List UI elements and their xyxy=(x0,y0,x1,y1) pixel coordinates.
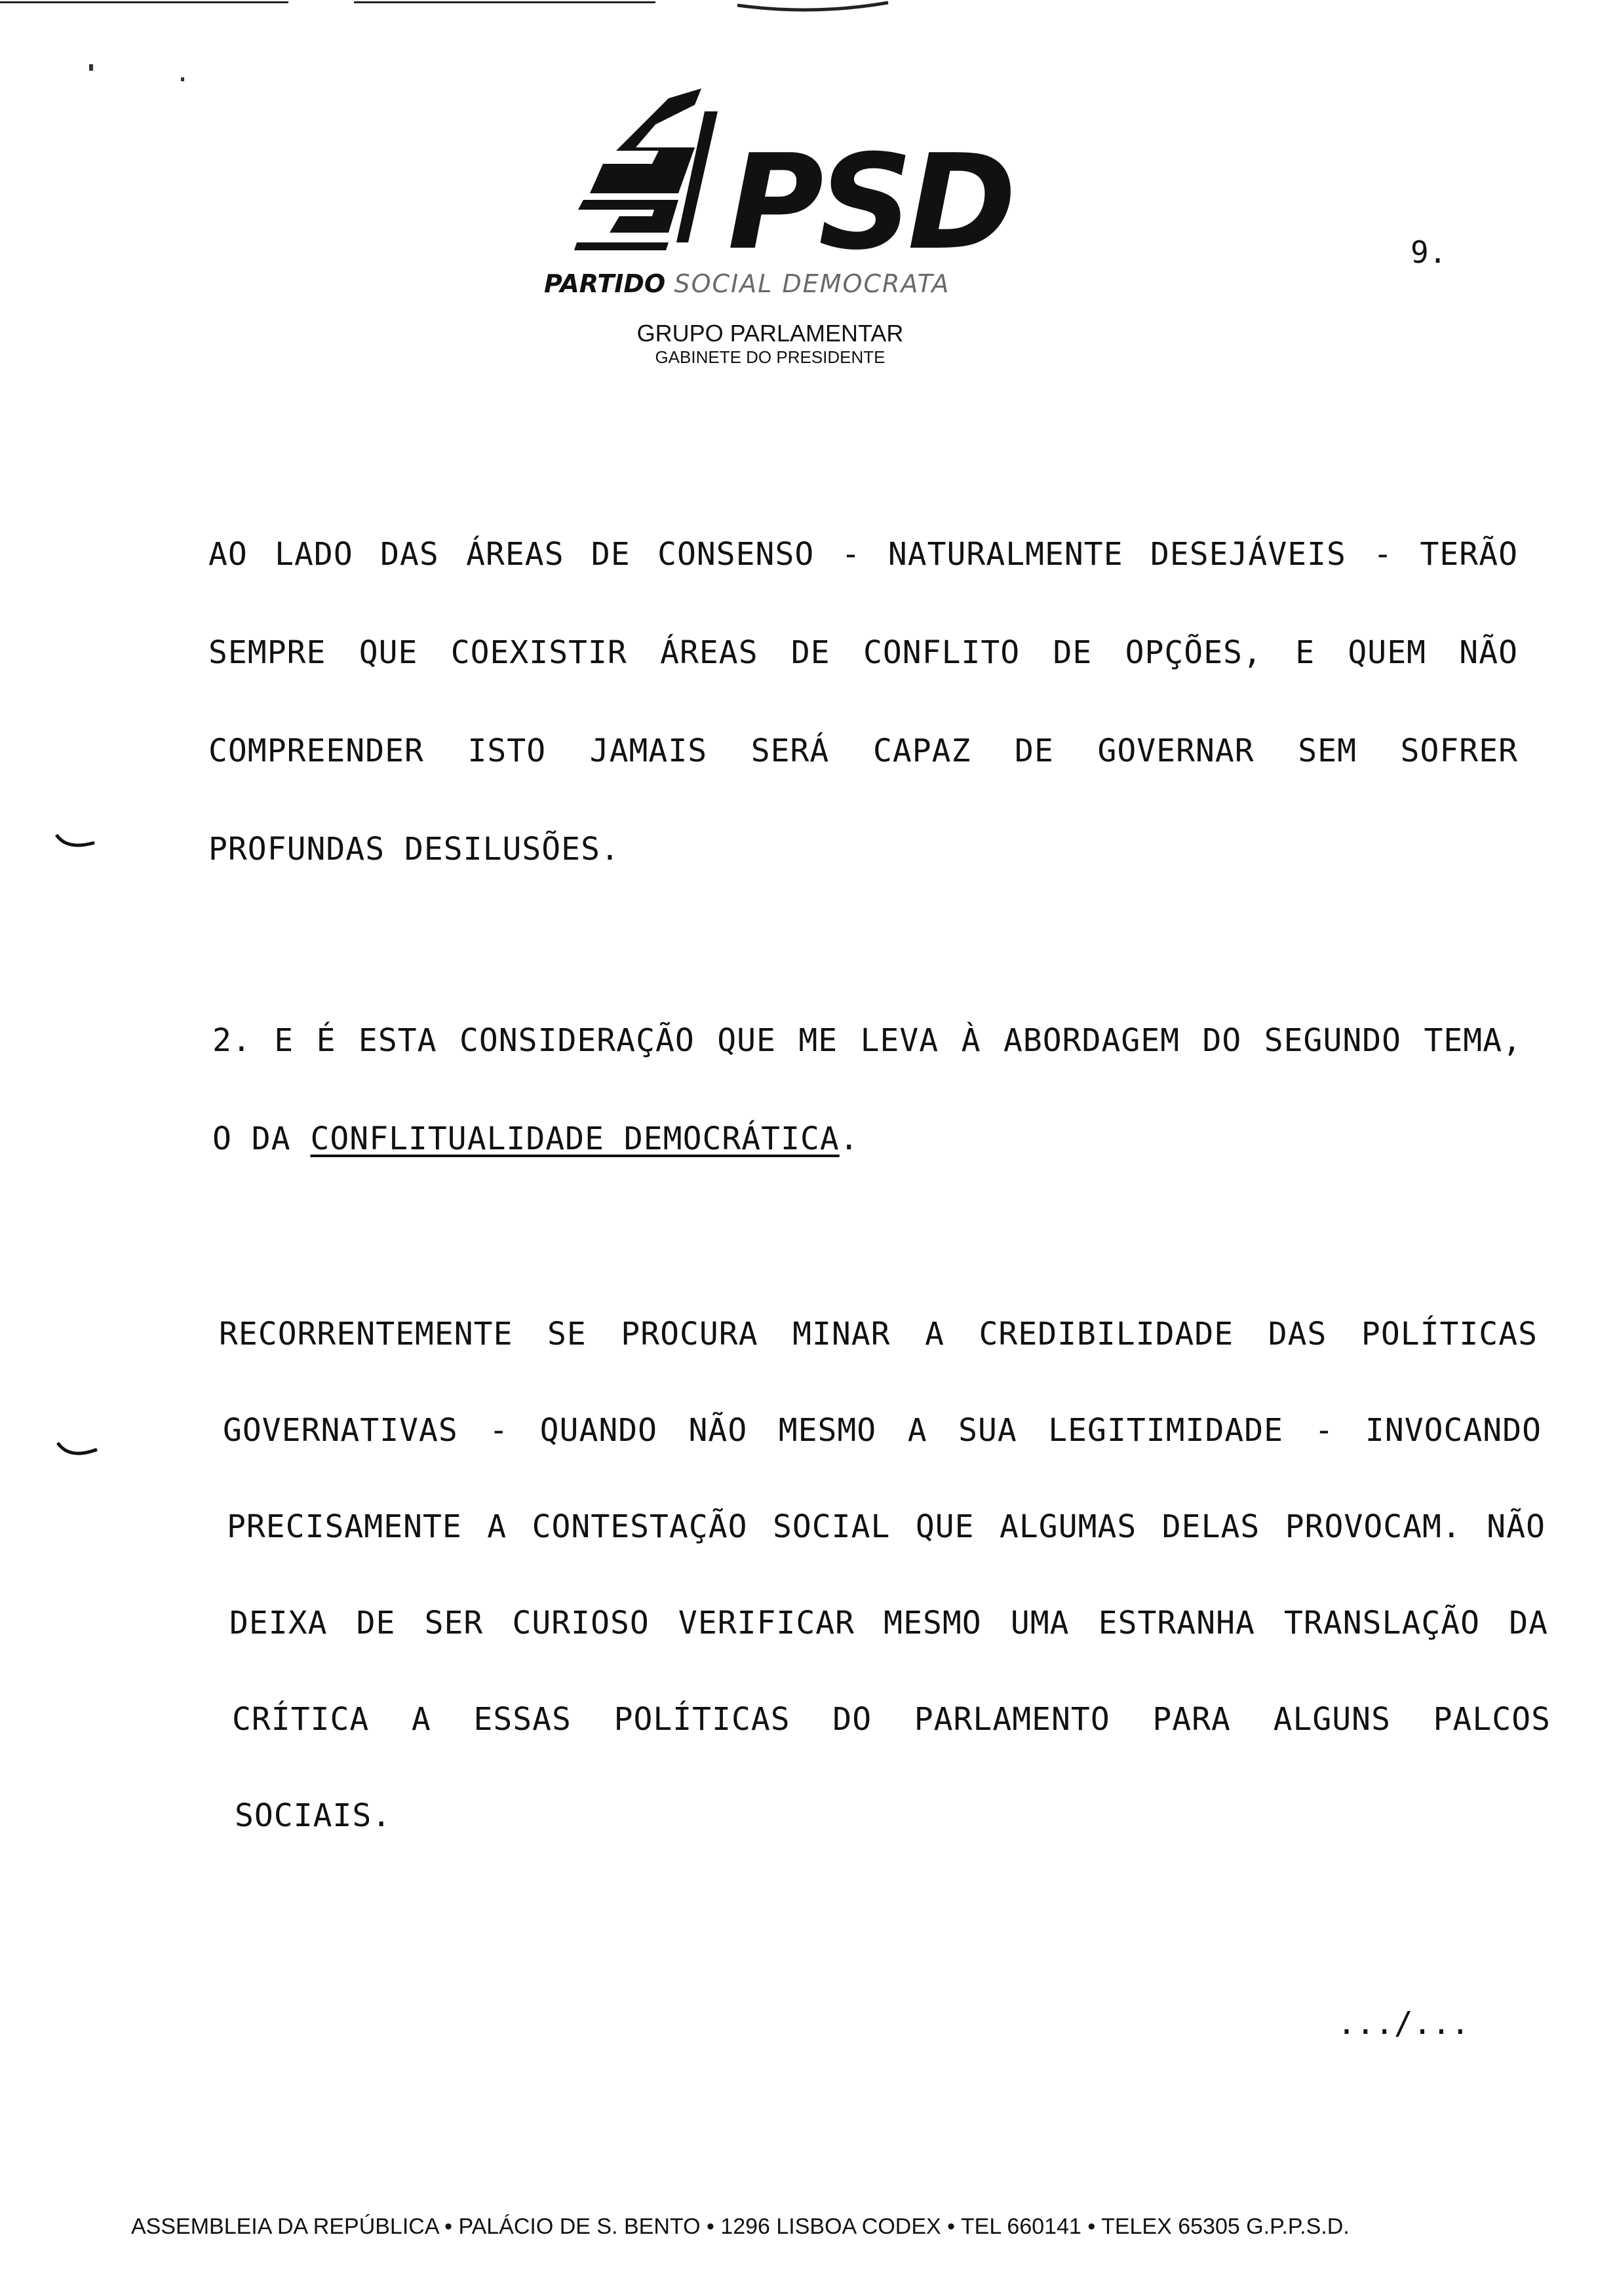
paragraph-3-line: GOVERNATIVAS - QUANDO NÃO MESMO A SUA LEGITIMIDADE - INVOCANDO xyxy=(223,1412,1542,1449)
page-number: 9. xyxy=(1411,235,1447,270)
continuation-mark: .../... xyxy=(1337,2005,1470,2042)
margin-check-mark xyxy=(54,831,100,857)
logo-party-name xyxy=(544,271,950,297)
paragraph-1-line: SEMPRE QUE COEXISTIR ÁREAS DE CONFLITO DE OPÇÕES, E QUEM NÃO xyxy=(208,634,1518,671)
scan-curve-top xyxy=(734,0,891,16)
group-subtitle: GABINETE DO PRESIDENTE xyxy=(655,347,885,367)
paragraph-3-line: CRÍTICA A ESSAS POLÍTICAS DO PARLAMENTO PARA ALGUNS PALCOS xyxy=(232,1701,1551,1738)
logo-wordmark: PSD xyxy=(728,126,1011,279)
group-title: GRUPO PARLAMENTAR xyxy=(636,320,904,347)
psd-logo xyxy=(537,85,1009,301)
footer-address: ASSEMBLEIA DA REPÚBLICA • PALÁCIO DE S. BENTO • 1296 LISBOA CODEX • TEL 660141 • TELEX 65305 G.P.P.S.D. xyxy=(131,2214,1350,2239)
psd-arrow-icon xyxy=(537,85,734,269)
underlined-topic: CONFLITUALIDADE DEMOCRÁTICA xyxy=(310,1120,840,1157)
paragraph-2-prefix: O DA xyxy=(212,1120,311,1157)
paragraph-2-line xyxy=(212,1120,859,1157)
scan-dot xyxy=(181,77,184,81)
paragraph-3-line: PRECISAMENTE A CONTESTAÇÃO SOCIAL QUE ALGUMAS DELAS PROVOCAM. NÃO xyxy=(227,1508,1546,1545)
paragraph-1-line: AO LADO DAS ÁREAS DE CONSENSO - NATURALMENTE DESEJÁVEIS - TERÃO xyxy=(208,536,1518,573)
paragraph-2-suffix: . xyxy=(839,1120,859,1157)
margin-check-mark xyxy=(55,1439,101,1465)
paragraph-1-line: PROFUNDAS DESILUSÕES. xyxy=(208,831,620,868)
paragraph-1-line: COMPREENDER ISTO JAMAIS SERÁ CAPAZ DE GOVERNAR SEM SOFRER xyxy=(208,733,1518,769)
scan-line-middle xyxy=(354,1,655,3)
paragraph-2-line: 2. E É ESTA CONSIDERAÇÃO QUE ME LEVA À ABORDAGEM DO SEGUNDO TEMA, xyxy=(212,1022,1522,1059)
logo-party-bold: PARTIDO xyxy=(544,269,666,298)
scan-dot xyxy=(89,64,93,71)
paragraph-3-line: DEIXA DE SER CURIOSO VERIFICAR MESMO UMA ESTRANHA TRANSLAÇÃO DA xyxy=(229,1605,1548,1641)
scan-line-left xyxy=(0,1,288,3)
paragraph-3-line: SOCIAIS. xyxy=(235,1797,392,1834)
logo-party-rest: SOCIAL DEMOCRATA xyxy=(674,269,950,298)
paragraph-3-line: RECORRENTEMENTE SE PROCURA MINAR A CREDIBILIDADE DAS POLÍTICAS xyxy=(219,1316,1538,1352)
